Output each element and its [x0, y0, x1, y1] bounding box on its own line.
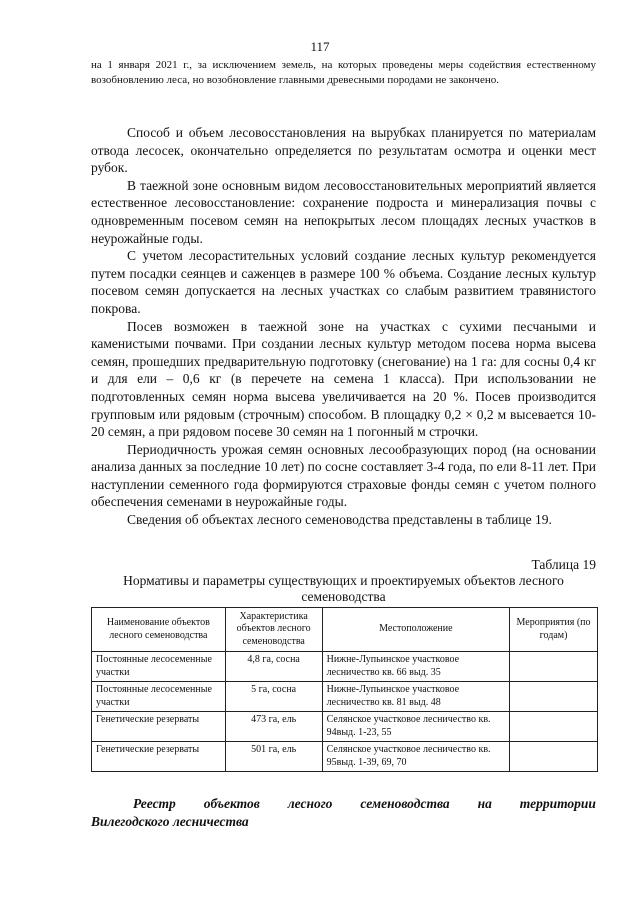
heading-word: семеноводства: [360, 796, 450, 811]
table-cell: Генетические резерваты: [92, 712, 226, 742]
table-header-row: [92, 608, 598, 652]
table-cell: Селянское участковое лесничество кв. 95выд. 1-39, 69, 70: [322, 742, 510, 772]
table-cell: Постоянные лесосеменные участки: [92, 652, 226, 682]
table-cell: 501 га, ель: [225, 742, 322, 772]
heading-word: лесного: [287, 796, 333, 811]
paragraph: Посев возможен в таежной зоне на участках с сухими песчаными и каменистыми почвами. При создании лесных культур методом посева норма высева семян, прошедших предварительную подготовку (снегование) на 1 га: для сосны 0,4 кг и для ели – 0,6 кг (в перечете на семена 1 класса). При использовании не подготовленных семян норма высева увеличивается на 20 %. Посев производится групповым или рядовым (строчным) способом. В площадку 0,2 × 0,2 м высевается 10-20 семян, а при рядовом посеве 30 семян на 1 погонный м строчки.: [91, 318, 596, 440]
paragraph: Способ и объем лесовосстановления на вырубках планируется по материалам отвода лесосек, окончательно определяется по результатам осмотра и оценки мест рубок.: [91, 125, 596, 176]
heading-word: территории: [519, 796, 596, 811]
intro-text: на 1 января 2021 г., за исключением земель, на которых проведены меры содействия естественному возобновлению леса, но возобновление главными древесными породами не закончено.: [91, 59, 596, 86]
heading-word: на: [477, 796, 492, 811]
paragraph: Периодичность урожая семян основных лесообразующих пород (на основании анализа данных за последние 10 лет) по сосне составляет 3-4 года, по ели 8-11 лет. При наступлении семенного года формируются страховые фонды семян с учетом полного обеспечения семенами в неурожайные годы.: [91, 441, 596, 510]
table-cell: 4,8 га, сосна: [225, 652, 322, 682]
registry-heading: [91, 795, 596, 830]
table-row: [92, 652, 598, 682]
table-cell: Селянское участковое лесничество кв. 94выд. 1-23, 55: [322, 712, 510, 742]
table-cell: 473 га, ель: [225, 712, 322, 742]
table-cell: Генетические резерваты: [92, 742, 226, 772]
registry-heading-line1: [91, 795, 596, 813]
paragraph: Сведения об объектах лесного семеноводства представлены в таблице 19.: [127, 512, 552, 528]
table-cell: [510, 682, 598, 712]
header-cell: Характеристика объектов лесного семеноводства: [225, 608, 322, 652]
heading-word: Реестр: [133, 796, 176, 811]
table-cell: [510, 742, 598, 772]
header-cell: Наименование объектов лесного семеноводства: [92, 608, 226, 652]
header-cell: Местоположение: [322, 608, 510, 652]
table-cell: [510, 652, 598, 682]
seed-objects-table: [91, 607, 598, 772]
table-cell: [510, 712, 598, 742]
heading-word: объектов: [203, 796, 260, 811]
page-number: 117: [310, 39, 330, 54]
body-text: [91, 124, 596, 529]
table-row: [92, 742, 598, 772]
header-cell: Мероприятия (по годам): [510, 608, 598, 652]
table-row: [92, 682, 598, 712]
table-row: [92, 712, 598, 742]
table-cell: Постоянные лесосеменные участки: [92, 682, 226, 712]
table-cell: 5 га, сосна: [225, 682, 322, 712]
table-caption: Нормативы и параметры существующих и проектируемых объектов лесного семеноводства: [123, 573, 564, 604]
paragraph: С учетом лесорастительных условий создание лесных культур рекомендуется путем посадки сеянцев и саженцев в размере 100 % объема. Создание лесных культур посевом семян допускается на лесных участках со слабым развитием травянистого покрова.: [91, 248, 596, 316]
table-number: Таблица 19: [531, 557, 596, 572]
table-cell: Нижне-Лупьинское участковое лесничество кв. 66 выд. 35: [322, 652, 510, 682]
registry-heading-line2: Вилегодского лесничества: [91, 813, 249, 829]
table-cell: Нижне-Лупьинское участковое лесничество кв. 81 выд. 48: [322, 682, 510, 712]
paragraph: В таежной зоне основным видом лесовосстановительных мероприятий является естественное лесовосстановление: сохранение подроста и минерализация почвы с одновременным посевом семян на непокрытых лесом площадях лесных участков в неурожайные годы.: [91, 177, 596, 246]
